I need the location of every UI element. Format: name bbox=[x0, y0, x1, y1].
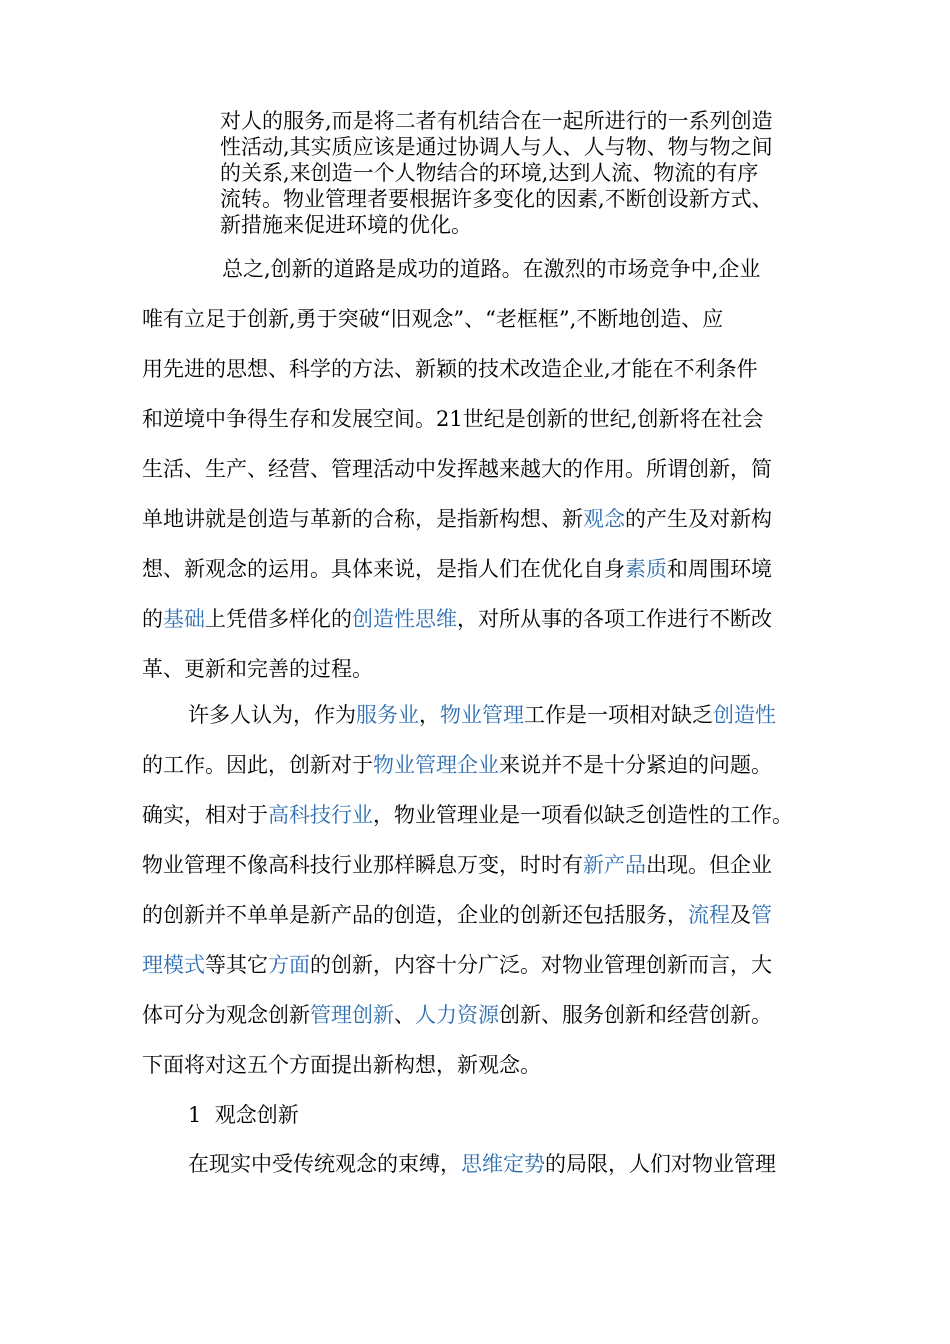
link-gaokeji-hangye[interactable]: 高科技行业 bbox=[268, 803, 373, 827]
quoted-paragraph bbox=[220, 108, 840, 238]
link-guannian[interactable]: 观念 bbox=[583, 507, 625, 531]
text-run: 创新、服务创新和经营创新。 bbox=[499, 1003, 772, 1027]
text-run: 上凭借多样化的 bbox=[205, 607, 352, 631]
link-chuangzaoxing-siwei[interactable]: 创造性思维 bbox=[352, 607, 457, 631]
text-run: ， bbox=[419, 703, 440, 727]
link-fuwuye[interactable]: 服务业 bbox=[356, 703, 419, 727]
text-run: 工作是一项相对缺乏 bbox=[524, 703, 713, 727]
link-fangmian[interactable]: 方面 bbox=[268, 953, 310, 977]
text-line bbox=[142, 953, 772, 977]
text-run: 单地讲就是创造与革新的合称，是指新构想、新 bbox=[142, 507, 583, 531]
link-guanli-chuangxin[interactable]: 管理创新 bbox=[310, 1003, 394, 1027]
quote-line: 新措施来促进环境的优化。 bbox=[220, 213, 472, 237]
text-run: 物业管理不像高科技行业那样瞬息万变，时时有 bbox=[142, 853, 583, 877]
text-run: 等其它 bbox=[205, 953, 268, 977]
text-run: 确实，相对于 bbox=[142, 803, 268, 827]
text-line: 下面将对这五个方面提出新构想，新观念。 bbox=[142, 1053, 541, 1077]
text-run: 和周围环境 bbox=[667, 557, 772, 581]
text-run: 的工作。因此，创新对于 bbox=[142, 753, 373, 777]
section-title-text: 观念创新 bbox=[214, 1103, 299, 1127]
link-renli-ziyuan[interactable]: 人力资源 bbox=[415, 1003, 499, 1027]
text-run: 许多人认为，作为 bbox=[188, 703, 356, 727]
text-run: ，物业管理业是一项看似缺乏创造性的工作。 bbox=[373, 803, 793, 827]
text-run: 出现。但企业 bbox=[646, 853, 772, 877]
text-line bbox=[142, 753, 772, 777]
quote-line: 流转。物业管理者要根据许多变化的因素,不断创设新方式、 bbox=[220, 187, 773, 211]
text-run: 来说并不是十分紧迫的问题。 bbox=[499, 753, 772, 777]
text-line: 用先进的思想、科学的方法、新颖的技术改造企业,才能在不利条件 bbox=[142, 357, 758, 381]
link-guanli-moshi-start[interactable]: 管 bbox=[751, 903, 772, 927]
text-line bbox=[142, 903, 772, 927]
text-line bbox=[188, 703, 776, 727]
text-run: ，对所从事的各项工作进行不断改 bbox=[457, 607, 772, 631]
section-title bbox=[188, 1103, 299, 1127]
text-run: 的 bbox=[142, 607, 163, 631]
link-xin-chanpin[interactable]: 新产品 bbox=[583, 853, 646, 877]
text-line bbox=[142, 607, 772, 631]
text-run: 在现实中受传统观念的束缚， bbox=[188, 1152, 461, 1176]
link-jichu[interactable]: 基础 bbox=[163, 607, 205, 631]
text-line: 革、更新和完善的过程。 bbox=[142, 657, 373, 681]
text-line: 和逆境中争得生存和发展空间。21世纪是创新的世纪,创新将在社会 bbox=[142, 407, 764, 431]
text-line bbox=[188, 1152, 776, 1176]
quote-line: 的关系,来创造一个人物结合的环境,达到人流、物流的有序 bbox=[220, 161, 759, 185]
link-liucheng[interactable]: 流程 bbox=[688, 903, 730, 927]
text-line: 唯有立足于创新,勇于突破“旧观念”、“老框框”,不断地创造、应 bbox=[142, 307, 724, 331]
text-line bbox=[142, 803, 793, 827]
link-wuye-guanli-qiye[interactable]: 物业管理企业 bbox=[373, 753, 499, 777]
text-run: 体可分为观念创新 bbox=[142, 1003, 310, 1027]
link-guanli-moshi-end[interactable]: 理模式 bbox=[142, 953, 205, 977]
text-line bbox=[142, 1003, 772, 1027]
link-wuye-guanli[interactable]: 物业管理 bbox=[440, 703, 524, 727]
text-line: 生活、生产、经营、管理活动中发挥越来越大的作用。所谓创新，简 bbox=[142, 457, 772, 481]
text-run: 的局限，人们对物业管理 bbox=[545, 1152, 776, 1176]
quote-line: 对人的服务,而是将二者有机结合在一起所进行的一系列创造 bbox=[220, 109, 773, 133]
text-line: 总之,创新的道路是成功的道路。在激烈的市场竞争中,企业 bbox=[222, 257, 761, 281]
link-siwei-dingshi[interactable]: 思维定势 bbox=[461, 1152, 545, 1176]
quote-line: 性活动,其实质应该是通过协调人与人、人与物、物与物之间 bbox=[220, 135, 773, 159]
text-run: 的创新并不单单是新产品的创造，企业的创新还包括服务， bbox=[142, 903, 688, 927]
text-run: 想、新观念的运用。具体来说，是指人们在优化自身 bbox=[142, 557, 625, 581]
text-run: 的创新，内容十分广泛。对物业管理创新而言，大 bbox=[310, 953, 772, 977]
text-line bbox=[142, 507, 772, 531]
text-line bbox=[142, 557, 772, 581]
text-run: 、 bbox=[394, 1003, 415, 1027]
text-line bbox=[142, 853, 772, 877]
link-suzhi[interactable]: 素质 bbox=[625, 557, 667, 581]
text-run: 及 bbox=[730, 903, 751, 927]
section-number: 1 bbox=[188, 1103, 202, 1127]
text-run: 的产生及对新构 bbox=[625, 507, 772, 531]
link-chuangzaoxing[interactable]: 创造性 bbox=[713, 703, 776, 727]
